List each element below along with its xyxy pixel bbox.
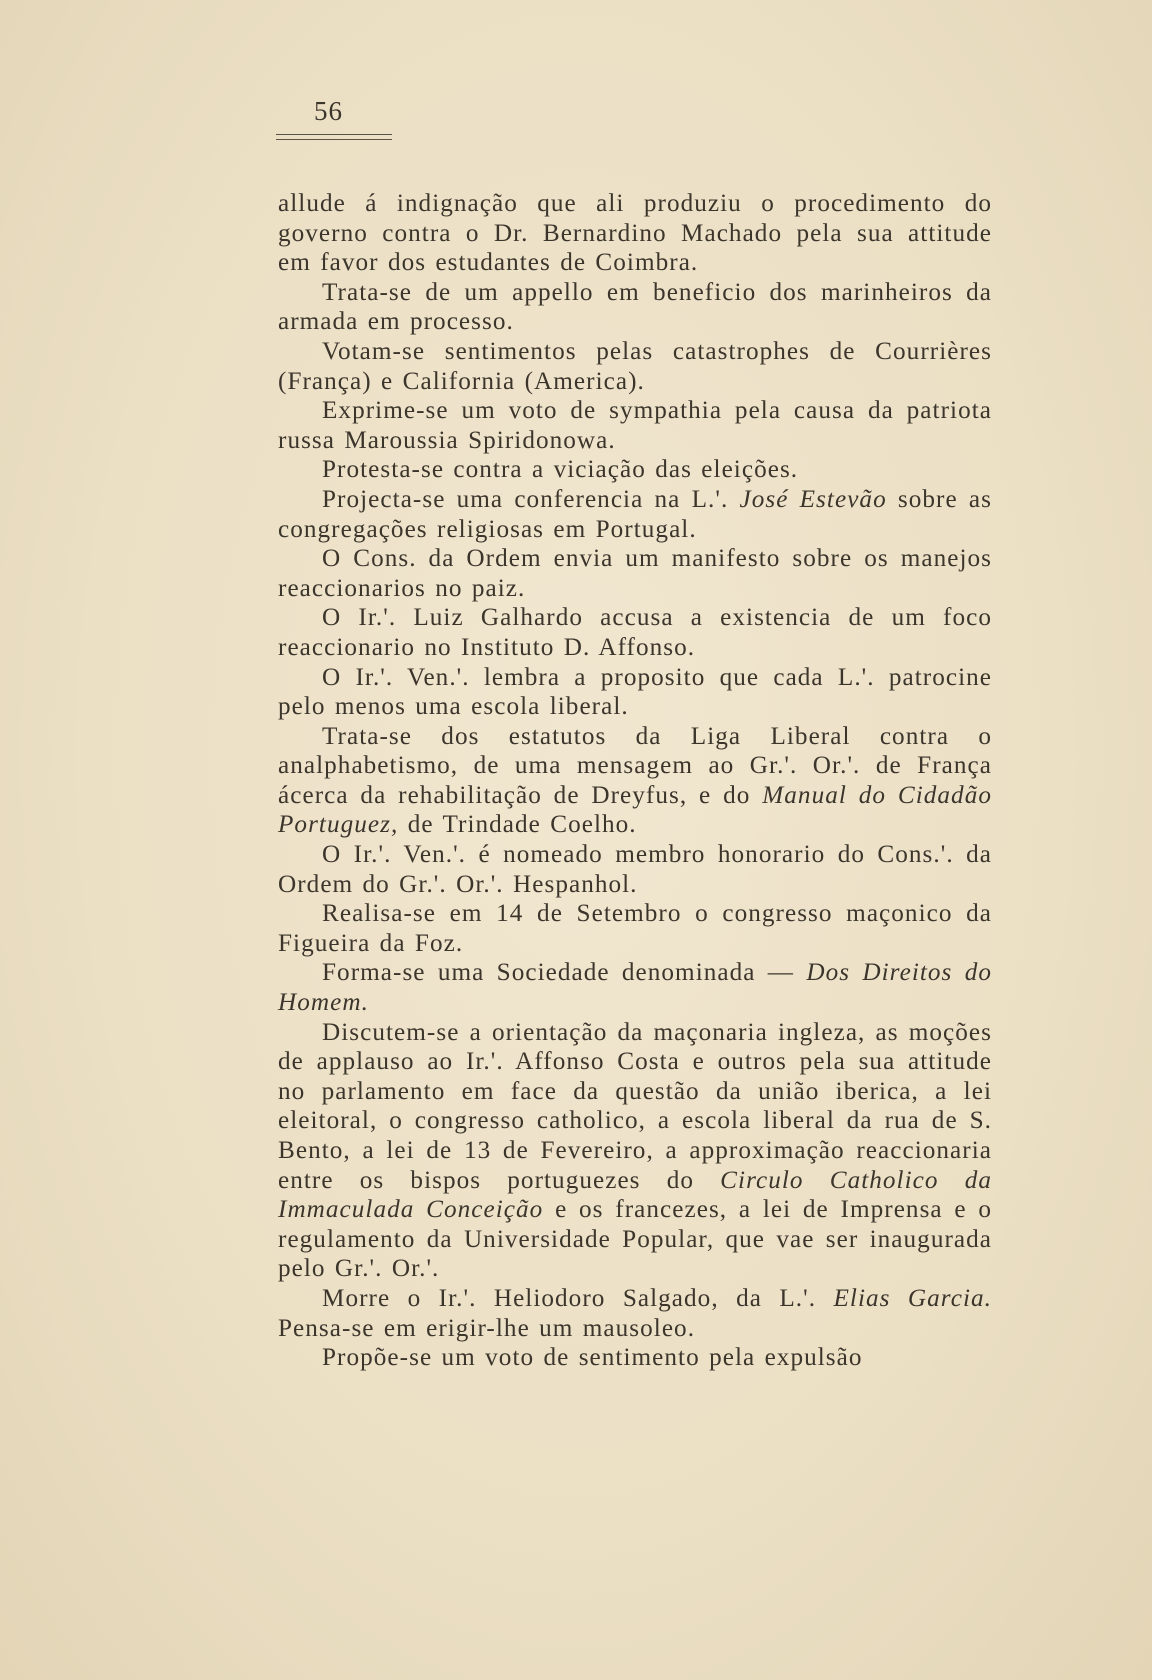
text-run: Projecta-se uma conferencia na L.'. [322,485,740,513]
paragraph [278,603,992,662]
text-run: Realisa-se em 14 de Setembro o congresso maçonico da Figueira da Foz. [278,900,992,957]
paragraph [278,899,992,958]
text-run: Votam-se sentimentos pelas catastrophes de Courrières (França) e California (America). [278,337,992,395]
text-run: O Ir.'. Luiz Galhardo accusa a existencia de um foco reaccionario no Instituto D. Affonso. [278,604,992,661]
paragraph [278,485,992,544]
paragraph [278,1343,992,1373]
paragraph [278,722,992,840]
paragraph [278,189,992,278]
text-run: O Ir.'. Ven.'. lembra a proposito que cada L.'. patrocine pelo menos uma escola liberal. [278,663,992,721]
paragraph [278,337,992,396]
text-run: Forma-se uma Sociedade denominada — [322,959,807,987]
paragraph [278,958,992,1017]
text-run: Trata-se dos estatutos da Liga Liberal contra o analphabetismo, de uma mensagem ao Gr.'. Or.'. de França ácerca da rehabilitação de Dreyfus, e do [278,722,992,809]
paragraph [278,663,992,722]
text-run: Propõe-se um voto de sentimento pela expulsão [322,1344,863,1372]
body-text [278,189,992,1373]
lodge-name-italic: José Estevão [739,485,887,513]
text-run: Protesta-se contra a viciação das eleições. [322,456,799,484]
paragraph [278,1284,992,1343]
text-run: O Cons. da Ordem envia um manifesto sobre os manejos reaccionarios no paiz. [278,545,992,602]
paragraph [278,1018,992,1284]
circle-name-italic: Circulo Catholico da Immaculada Conceição [278,1166,992,1224]
text-run: Trata-se de um appello em beneficio dos marinheiros da armada em processo. [278,278,992,336]
paragraph [278,840,992,899]
paragraph [278,396,992,455]
book-title-italic: Manual do Cidadão Portuguez, [278,781,992,839]
lodge-name-italic: Elias Garcia. [833,1284,992,1312]
page-number: 56 [314,96,343,126]
society-name-italic: Dos Direitos do Homem. [278,959,992,1017]
text-run: O Ir.'. Ven.'. é nomeado membro honorario do Cons.'. da Ordem do Gr.'. Or.'. Hespanhol. [278,841,992,898]
text-run: e os francezes, a lei de Imprensa e o regulamento da Universidade Popular, que vae ser inaugurada pelo Gr.'. Or.'. [278,1196,992,1283]
paragraph [278,544,992,603]
text-run: sobre as congregações religiosas em Portugal. [278,485,992,543]
text-run: Discutem-se a orientação da maçonaria ingleza, as moções de applauso ao Ir.'. Affonso Costa e outros pela sua attitude no parlamento em face da questão da união iberica, a lei eleitoral, o congresso catholico, a escola liberal da rua de S. Bento, a lei de 13 de Fevereiro, a approximação reaccionaria entre os bispos portuguezes do [278,1018,992,1194]
text-run: de Trindade Coelho. [398,811,637,839]
page-number-rule [276,134,392,140]
text-run: Morre o Ir.'. Heliodoro Salgado, da L.'. [322,1284,834,1312]
paragraph [278,278,992,337]
text-run: Pensa-se em erigir-lhe um mausoleo. [278,1314,696,1342]
paragraph [278,455,992,485]
text-run: Exprime-se um voto de sympathia pela causa da patriota russa Maroussia Spiridonowa. [278,397,992,454]
text-run: allude á indignação que ali produziu o procedimento do governo contra o Dr. Bernardino Machado pela sua attitude em favor dos estudantes de Coimbra. [278,190,992,277]
